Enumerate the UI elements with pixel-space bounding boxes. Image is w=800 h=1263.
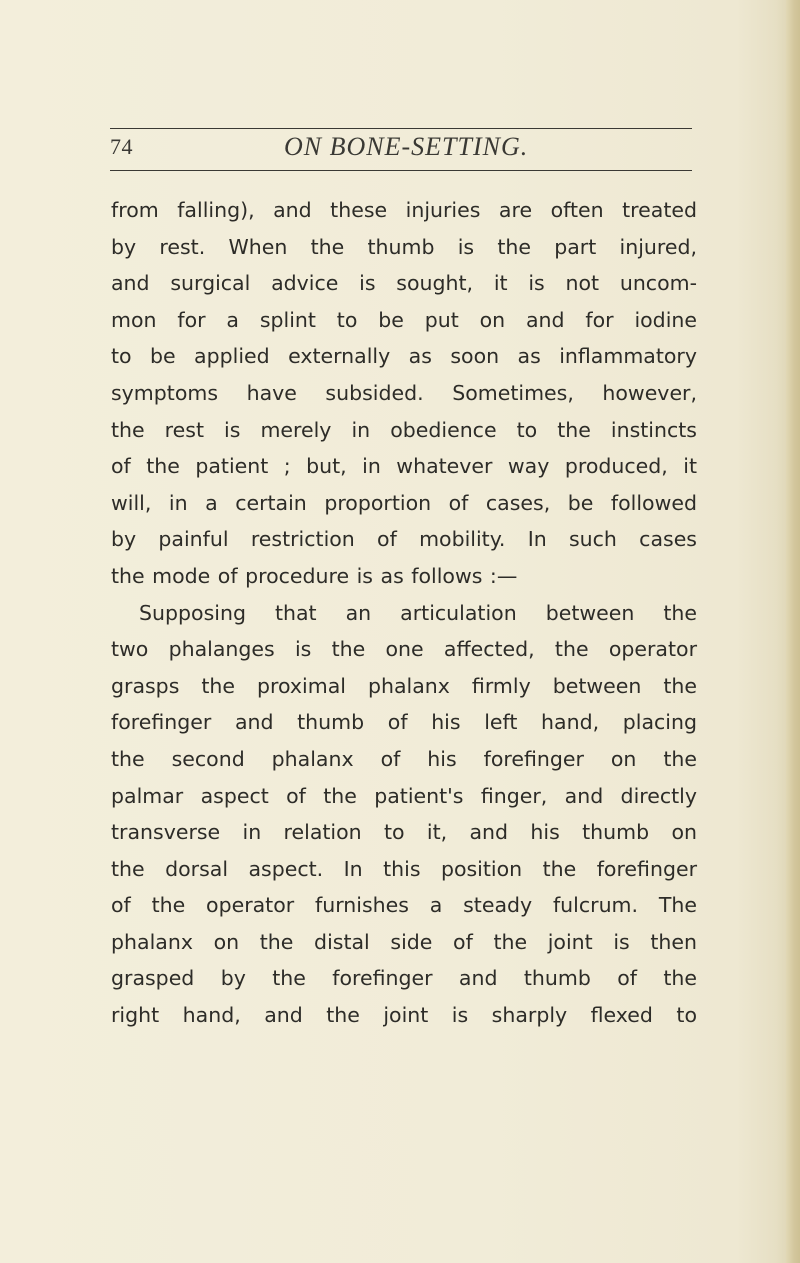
text-line: transverse in relation to it, and his thumb on <box>111 820 697 845</box>
text-line: the rest is merely in obedience to the instincts <box>111 417 697 442</box>
text-line: will, in a certain proportion of cases, be followed <box>111 490 697 515</box>
text-line: the second phalanx of his forefinger on the <box>111 746 697 771</box>
text-line: two phalanges is the one affected, the operator <box>111 637 697 662</box>
text-line: and surgical advice is sought, it is not uncom- <box>111 271 697 296</box>
text-line: grasps the proximal phalanx firmly between the <box>111 673 697 698</box>
text-line: the dorsal aspect. In this position the forefinger <box>111 856 697 881</box>
text-line: of the patient ; but, in whatever way produced, it <box>111 454 697 479</box>
text-line: right hand, and the joint is sharply flexed to <box>111 1003 697 1028</box>
body-text <box>111 192 697 1034</box>
header-bottom-rule <box>110 170 692 171</box>
text-line: from falling), and these injuries are often treated <box>111 198 697 222</box>
text-line: forefinger and thumb of his left hand, placing <box>111 710 697 735</box>
text-line: of the operator furnishes a steady fulcrum. The <box>111 893 697 918</box>
text-line: mon for a splint to be put on and for iodine <box>111 307 697 332</box>
page-number: 74 <box>110 134 133 159</box>
text-line: to be applied externally as soon as inflammatory <box>111 344 697 369</box>
running-head-title: ON BONE-SETTING. <box>284 132 529 161</box>
text-line: palmar aspect of the patient's finger, and directly <box>111 783 697 808</box>
page-edge <box>786 0 800 1263</box>
header-top-rule <box>110 128 692 129</box>
text-line: the mode of procedure is as follows :— <box>111 563 518 588</box>
text-line: phalanx on the distal side of the joint is then <box>111 929 697 954</box>
running-header <box>110 132 692 168</box>
text-line: by rest. When the thumb is the part injured, <box>111 234 697 259</box>
text-line: grasped by the forefinger and thumb of the <box>111 966 697 991</box>
text-line: by painful restriction of mobility. In such cases <box>111 527 697 552</box>
text-line: symptoms have subsided. Sometimes, however, <box>111 380 697 405</box>
text-line: Supposing that an articulation between the <box>139 600 697 625</box>
